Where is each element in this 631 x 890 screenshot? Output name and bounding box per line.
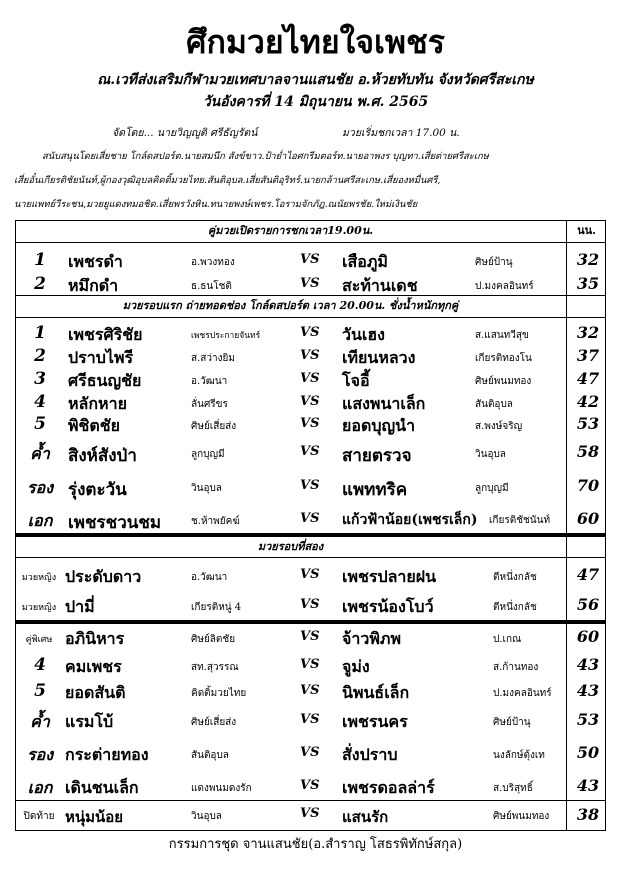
blue-corner-fighter: เสือภูมิ [342,252,388,271]
blue-corner-fighter: ยอดบุญนำ [342,416,416,435]
row-divider [15,295,606,296]
versus-label: VS [300,394,320,409]
blue-corner-camp: ส.บริสุทธิ์ [493,783,533,794]
referee-footer: กรรมการชุด จานแสนชัย(อ.สำราญ โสธรพิทักษ์สกุล) [168,837,463,852]
bout-label: ปิดท้าย [23,811,55,822]
weight-value: 43 [576,655,600,674]
blue-corner-camp: เกียรติทองโน [475,353,532,364]
versus-label: VS [300,683,320,698]
red-corner-camp: ลูกบุญมี [191,449,225,460]
red-corner-camp: ช.ห้าพยัคฆ์ [191,516,240,527]
blue-corner-fighter: สะท้านเดช [342,276,418,295]
row-divider [15,242,606,243]
blue-corner-fighter: สั่งปราบ [342,745,398,764]
red-corner-fighter: เดินชนเล็ก [65,778,139,797]
blue-corner-fighter: จ้าวพิภพ [342,629,401,648]
row-divider [15,800,606,801]
bout-number: 1 [34,250,46,270]
blue-corner-fighter: นิพนธ์เล็ก [342,683,410,702]
weight-column-divider [566,220,567,831]
red-corner-camp: วินอุบล [191,483,222,494]
blue-corner-camp: ลูกบุญมี [475,483,509,494]
bout-number: 1 [34,323,46,343]
red-corner-camp: ลั่นศรีขร [191,399,228,410]
red-corner-camp: อ.วัฒนา [191,376,228,387]
poster-title: ศึกมวยไทยใจเพชร [186,23,445,61]
bout-label: มวยหญิง [21,573,57,583]
versus-label: VS [300,778,320,793]
versus-label: VS [300,348,320,363]
weight-value: 47 [576,565,600,584]
weight-value: 70 [576,476,600,495]
red-corner-fighter: หลักหาย [68,394,127,413]
red-corner-camp: เกียรติหนู่ 4 [191,602,242,613]
blue-corner-camp: เกียรติชัชนันท์ [489,515,551,526]
versus-label: VS [300,325,320,340]
blue-corner-camp: ป.มงคลอินทร์ [475,281,534,292]
bout-number: เอก [27,511,53,530]
weight-value: 53 [576,414,600,433]
blue-corner-fighter: เพชรปลายฝน [342,567,437,586]
blue-corner-camp: วินอุบล [475,449,506,460]
red-corner-fighter: เพชรดำ [68,252,123,271]
bout-label: คู่พิเศษ [25,635,53,645]
bout-number: 2 [34,274,46,294]
blue-corner-camp: ศิษย์พนมทอง [475,376,532,387]
bout-number: 5 [34,681,46,701]
bout-number: 3 [34,369,46,389]
bout-number: 2 [34,346,46,366]
weight-value: 35 [576,274,600,293]
red-corner-fighter: ยอดสันติ [65,683,126,702]
versus-label: VS [300,806,320,821]
weight-value: 43 [576,776,600,795]
blue-corner-fighter: แสนรัก [342,808,389,826]
weight-unit-header: นน. [577,224,596,237]
section-heading: คู่มวยเปิดรายการชกเวลา19.00น. [207,224,374,237]
blue-corner-fighter: เพชรนคร [342,712,408,731]
section-divider [15,620,606,624]
section-heading: มวยรอบแรก ถ่ายทอดช่อง โกล์ดสปอร์ต เวลา 20.00น. ชั่งน้ำหนักทุกคู่ [122,299,459,312]
date-line: วันอังคารที่ 14 มิถุนายน พ.ศ. 2565 [202,94,429,110]
blue-corner-camp: นงลักษ์ตุ้งเท [493,750,545,761]
blue-corner-fighter: เพชรน้องโบว์ [342,597,434,616]
bout-number: เอก [27,778,53,797]
blue-corner-fighter: เพชรดอลล่าร์ [342,778,435,797]
red-corner-camp: แดงพนมดงรัก [191,783,252,794]
section-divider [15,533,606,537]
weight-value: 53 [576,710,600,729]
weight-value: 50 [576,743,600,762]
versus-label: VS [300,478,320,493]
red-corner-camp: ศิษย์ลิตชัย [191,634,236,645]
weight-value: 32 [576,323,600,342]
weight-value: 58 [576,442,600,461]
red-corner-camp: สันติอุบล [191,750,229,761]
blue-corner-camp: สันติอุบล [475,399,513,410]
red-corner-fighter: แรมโบ้ [65,712,114,731]
bout-number: 4 [34,392,46,412]
blue-corner-fighter: วันเฮง [342,325,385,344]
versus-label: VS [300,712,320,727]
weight-value: 38 [576,805,600,824]
red-corner-fighter: อภินิหาร [65,629,125,648]
blue-corner-fighter: สายตรวจ [342,446,412,466]
bout-number: รอง [26,745,53,764]
weight-value: 42 [576,392,600,411]
red-corner-fighter: เพชรชวนชม [68,513,162,533]
red-corner-fighter: พิชิตชัย [68,416,121,435]
weight-value: 47 [576,369,600,388]
blue-corner-camp: ศิษย์ป้านุ [493,717,531,728]
bout-number: 5 [34,414,46,434]
weight-value: 43 [576,681,600,700]
row-divider [15,317,606,318]
red-corner-fighter: ปราบไพรี [68,348,134,367]
versus-label: VS [300,416,320,431]
blue-corner-camp: ส.ก้านทอง [493,662,539,673]
venue-line: ณ.เวทีส่งเสริมกีฬามวยเทศบาลจานแสนชัย อ.ห้วยทับทัน จังหวัดศรีสะเกษ [97,72,534,88]
blue-corner-camp: ส.พงษ์จริญ [475,421,523,432]
bout-number: 4 [34,655,46,675]
red-corner-fighter: ศรีธนญชัย [68,371,142,390]
blue-corner-fighter: จูม่ง [342,657,370,676]
red-corner-fighter: คมเพชร [65,657,122,676]
blue-corner-camp: ตีหนึ่งกลัช [493,602,537,613]
blue-corner-fighter: เทียนหลวง [342,348,416,367]
versus-label: VS [300,657,320,672]
weight-value: 37 [576,346,600,365]
red-corner-fighter: รุ่งตะวัน [68,480,127,500]
red-corner-fighter: สิงห์สังป่า [68,446,137,466]
blue-corner-fighter: แสงพนาเล็ก [342,394,426,413]
red-corner-camp: ส.สว่างยิม [191,353,235,364]
red-corner-camp: เพชรประกายจันทร์ [191,331,261,341]
red-corner-fighter: ปามี่ [65,597,95,616]
organizer-line: จัดโดย... นายวิญญูติ ศรีธัญรัตน์ [112,127,258,139]
versus-label: VS [300,745,320,760]
versus-label: VS [300,597,320,612]
red-corner-camp: ศิษย์เสี่ยส่ง [191,717,237,728]
versus-label: VS [300,444,320,459]
blue-corner-camp: ป.มงคลอินทร์ [493,688,552,699]
bout-label: มวยหญิง [21,603,57,613]
red-corner-camp: ศิษย์เสี่ยส่ง [191,421,237,432]
blue-corner-fighter: แก้วฟ้าน้อย(เพชรเล็ก) [342,512,478,528]
versus-label: VS [300,629,320,644]
blue-corner-camp: ตีหนึ่งกลัช [493,572,537,583]
blue-corner-fighter: แพททริค [342,480,408,500]
bout-number: ค้ำ [30,444,50,463]
versus-label: VS [300,567,320,582]
red-corner-fighter: เพชรศิริชัย [68,325,143,344]
bout-number: ค้ำ [30,712,50,731]
versus-label: VS [300,276,320,291]
blue-corner-camp: ส.แสนทวีสุข [475,330,529,341]
versus-label: VS [300,252,320,267]
row-divider [15,557,606,558]
red-corner-fighter: หมึกดำ [68,276,119,295]
bout-number: รอง [26,478,53,497]
red-corner-camp: วินอุบล [191,811,222,822]
sponsor-line: สนับสนุนโดยเสี่ยชาย โกล์ดสปอร์ต.นายสมนึก สังข์ขาว.ป้าย่ำไอศกรีมตอร์ท.นายอาพงร บุญทา.เสี่ยต่ายศรีสะเกษ [42,151,489,162]
red-corner-fighter: กระต่ายทอง [65,745,149,764]
sponsor-line: เสี่ยอั๋นเกียรติชัยนันท์,ผู้กองวุฒิอุบลคิดติ้มวยไทย.สันติอุบล.เสี่ยสันติอุริทร์.นายกล้านศรีสะเกษ.เสี่ยองหมื่นศรี, [14,175,441,186]
weight-value: 56 [576,595,600,614]
red-corner-camp: สท.สุวรรณ [191,662,239,673]
red-corner-fighter: ประดับดาว [65,567,142,586]
versus-label: VS [300,371,320,386]
start-time-line: มวยเริ่มชกเวลา 17.00 น. [342,127,460,139]
blue-corner-camp: ศิษย์พนมทอง [493,811,550,822]
blue-corner-camp: ป.เกณ [493,634,522,645]
blue-corner-fighter: โจอี้ [342,371,370,390]
versus-label: VS [300,511,320,526]
red-corner-camp: คิดติ้มวยไทย [191,688,247,699]
weight-value: 60 [576,627,600,646]
weight-value: 32 [576,250,600,269]
section-heading: มวยรอบที่สอง [257,540,324,553]
red-corner-camp: อ.พวงทอง [191,257,235,268]
red-corner-camp: อ.วัฒนา [191,572,228,583]
sponsor-line: นายแพทย์วีระชน,มวยยูแดงทมอชิด.เสี่ยพรวังหิน.ทนายพงษ์เพชร.โอรามจักภัฎ.ณนัยพรชัย.ใหม่เงินชัย [14,199,418,210]
red-corner-fighter: หนุ่มน้อย [65,808,124,826]
weight-value: 60 [576,509,600,528]
blue-corner-camp: ศิษย์ป้านุ [475,257,513,268]
red-corner-camp: ธ.ธนโชติ [191,281,232,292]
